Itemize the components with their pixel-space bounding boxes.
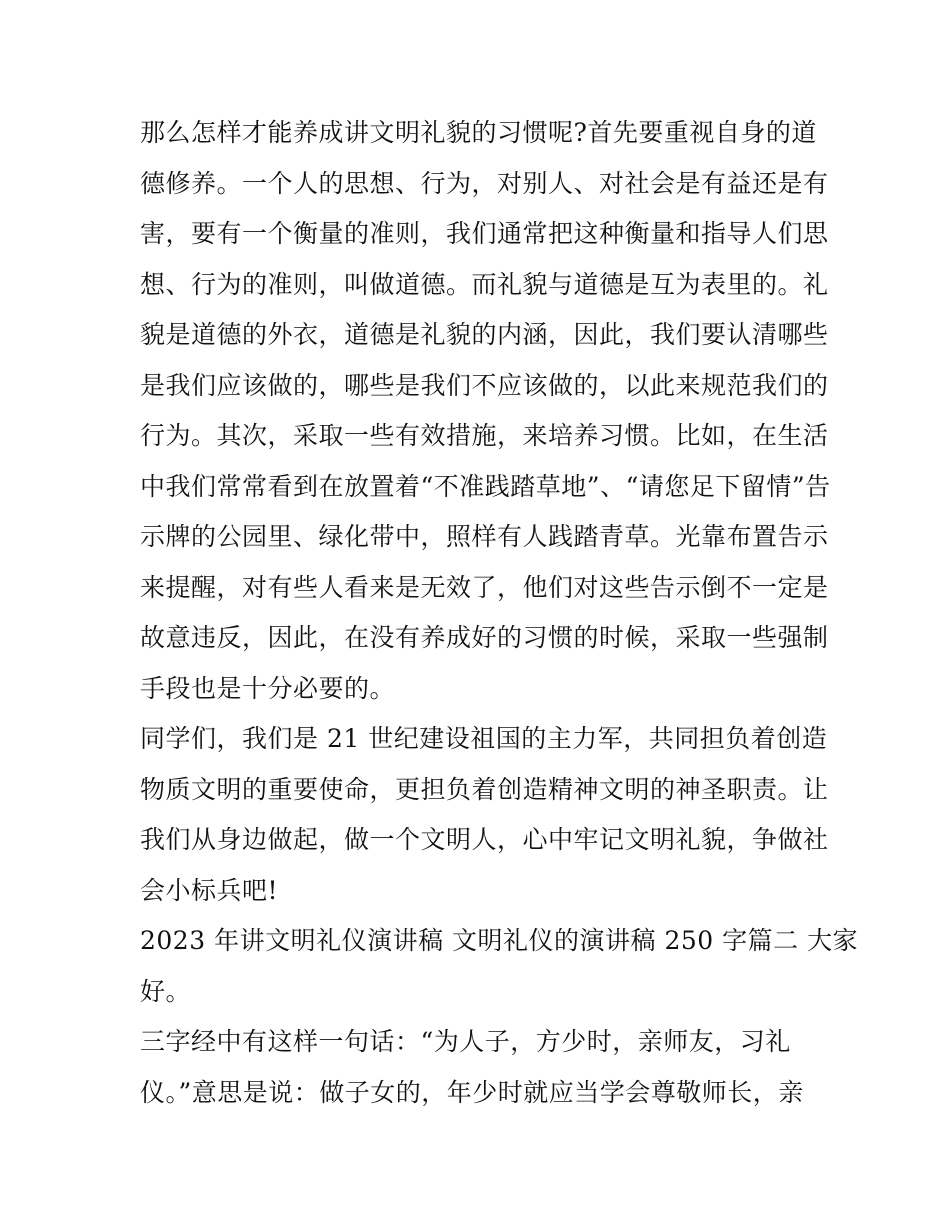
text-line: 物质文明的重要使命，更担负着创造精神文明的神圣职责。让 — [140, 774, 829, 804]
text-line: 会小标兵吧! — [140, 875, 279, 905]
text-line: 好。 — [140, 976, 192, 1006]
text-line: 是我们应该做的，哪些是我们不应该做的，以此来规范我们的 — [140, 370, 829, 400]
text-line: 手段也是十分必要的。 — [140, 673, 396, 703]
text-line: 德修养。一个人的思想、行为，对别人、对社会是有益还是有 — [140, 168, 829, 198]
text-line: 行为。其次，采取一些有效措施，来培养习惯。比如，在生活 — [140, 421, 829, 450]
text-line: 示牌的公园里、绿化带中，照样有人践踏青草。光靠布置告示 — [140, 522, 829, 551]
text-line: 同学们，我们是 21 世纪建设祖国的主力军，共同担负着创造 — [140, 724, 828, 753]
text-line: 中我们常常看到在放置着“不准践踏草地”、“请您足下留情”告 — [140, 471, 831, 501]
document-body — [140, 108, 859, 1118]
text-line: 我们从身边做起，做一个文明人，心中牢记文明礼貌，争做社 — [140, 825, 829, 854]
text-line: 来提醒，对有些人看来是无效了，他们对这些告示倒不一定是 — [140, 572, 829, 602]
text-line: 貌是道德的外衣，道德是礼貌的内涵，因此，我们要认清哪些 — [140, 320, 829, 349]
text-line: 那么怎样才能养成讲文明礼貌的习惯呢?首先要重视自身的道 — [140, 118, 817, 147]
text-line: 仪。”意思是说：做子女的，年少时就应当学会尊敬师长，亲 — [140, 1077, 804, 1107]
section-heading-line: 2023 年讲文明礼仪演讲稿 文明礼仪的演讲稿 250 字篇二 大家 — [140, 926, 859, 955]
text-line: 故意违反，因此，在没有养成好的习惯的时候，采取一些强制 — [140, 623, 829, 652]
text-line: 想、行为的准则，叫做道德。而礼貌与道德是互为表里的。礼 — [140, 269, 829, 299]
text-line: 三字经中有这样一句话：“为人子，方少时，亲师友，习礼 — [140, 1027, 791, 1056]
text-line: 害，要有一个衡量的准则，我们通常把这种衡量和指导人们思 — [140, 219, 829, 248]
